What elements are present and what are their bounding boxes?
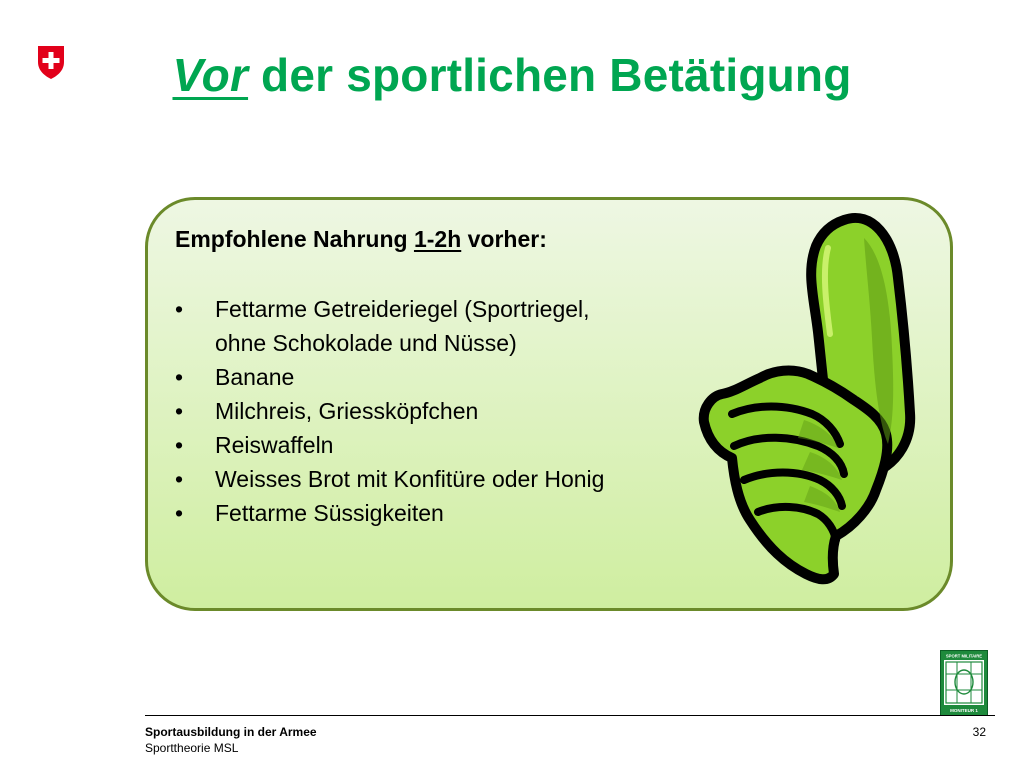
card-heading xyxy=(175,226,547,253)
card-heading-before: Empfohlene Nahrung xyxy=(175,226,414,252)
thumbs-up-icon xyxy=(694,208,926,588)
bullet: • xyxy=(175,364,184,390)
food-list xyxy=(175,292,604,530)
list-item-label: Fettarme Süssigkeiten xyxy=(215,500,444,526)
badge-top-text: SPORT MILITAIRE xyxy=(945,653,983,659)
list-item xyxy=(175,394,604,428)
footer-divider xyxy=(145,715,995,716)
bullet: • xyxy=(175,296,184,322)
badge-bottom-text: MONITEUR 1 xyxy=(950,708,978,713)
title-rest: der sportlichen Betätigung xyxy=(248,49,852,101)
list-item xyxy=(175,462,604,496)
list-item-continuation: ohne Schokolade und Nüsse) xyxy=(215,330,517,356)
card-heading-timeframe: 1-2h xyxy=(413,226,462,252)
bullet: • xyxy=(175,466,184,492)
page-number: 32 xyxy=(972,725,986,739)
bullet: • xyxy=(175,500,184,526)
bullet: • xyxy=(175,398,184,424)
list-item-label: Fettarme Getreideriegel (Sportriegel, xyxy=(215,296,590,322)
list-item xyxy=(175,292,604,360)
footer-title: Sportausbildung in der Armee xyxy=(145,725,317,739)
list-item xyxy=(175,496,604,530)
list-item-label: Weisses Brot mit Konfitüre oder Honig xyxy=(215,466,605,492)
list-item xyxy=(175,360,604,394)
footer-subtitle: Sporttheorie MSL xyxy=(145,741,239,755)
list-item-label: Milchreis, Griessköpfchen xyxy=(215,398,479,424)
list-item xyxy=(175,428,604,462)
sport-militaire-badge-icon xyxy=(940,650,988,716)
title-emphasis: Vor xyxy=(172,49,249,101)
page-title xyxy=(0,48,1024,102)
card-heading-after: vorher: xyxy=(461,226,547,252)
bullet: • xyxy=(175,432,184,458)
list-item-label: Reiswaffeln xyxy=(215,432,334,458)
list-item-label: Banane xyxy=(215,364,295,390)
